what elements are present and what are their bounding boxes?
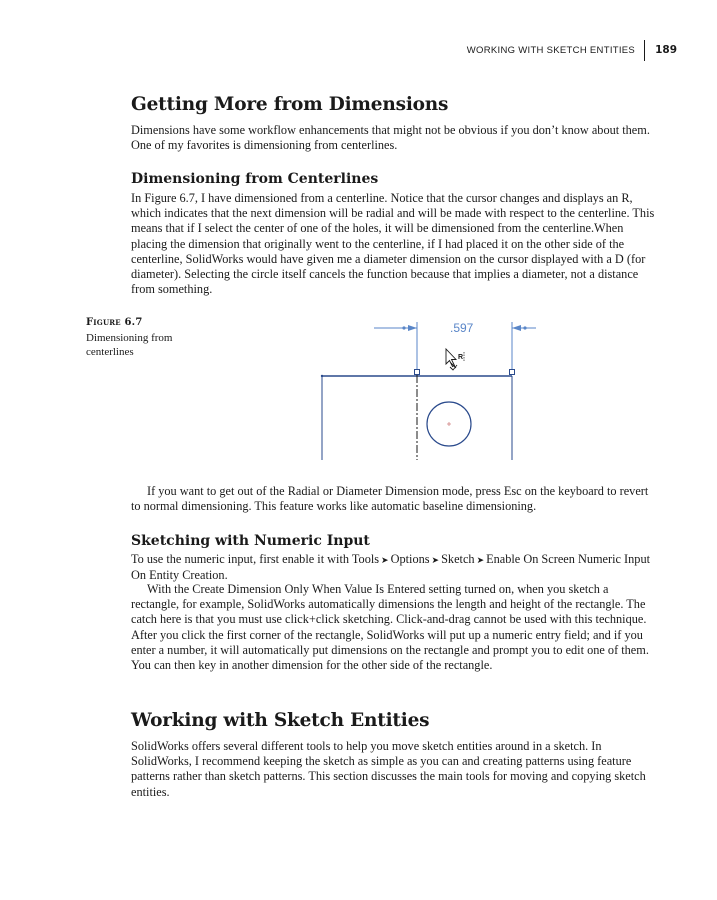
dimension-arrow-right bbox=[512, 325, 521, 331]
figure-caption-text: Dimensioning from centerlines bbox=[86, 331, 173, 358]
sketch-point-centerline bbox=[415, 370, 420, 375]
paragraph-numeric-enable bbox=[131, 552, 656, 583]
paragraph-exit-mode: If you want to get out of the Radial or Diameter Dimension mode, press Esc on the keyboard to revert to normal dimensioning. This feature works like automatic baseline dimensioning. bbox=[131, 484, 649, 514]
page-number: 189 bbox=[655, 44, 677, 56]
sketch-point-right bbox=[510, 370, 515, 375]
dimension-arrow-left bbox=[408, 325, 417, 331]
menu-path-intro: To use the numeric input, first enable it with Tools bbox=[131, 552, 380, 566]
menu-arrow-icon: ➤ bbox=[431, 555, 440, 565]
section-intro-sketch-entities: SolidWorks offers several different tools to help you move sketch entities around in a sketch. In SolidWorks, I recommend keeping the sketch as simple as you can and creating patterns using feature patterns rather than sketch patterns. This section discusses the main tools for moving and copying sketch entities. bbox=[131, 739, 646, 799]
subsection-title-numeric-input: Sketching with Numeric Input bbox=[131, 533, 370, 549]
running-head-section: WORKING WITH SKETCH ENTITIES bbox=[466, 44, 636, 56]
sketch-endpoint-left bbox=[321, 375, 323, 377]
cursor-badge: R bbox=[458, 354, 464, 361]
figure-caption bbox=[86, 316, 196, 360]
menu-path-options: Options bbox=[390, 552, 430, 566]
dimension-tail-left bbox=[402, 326, 405, 329]
cursor-arrow-icon bbox=[446, 349, 457, 370]
circle-center-mark bbox=[447, 422, 451, 426]
section-title-dimensions: Getting More from Dimensions bbox=[131, 94, 449, 115]
menu-arrow-icon: ➤ bbox=[381, 555, 389, 565]
section-intro-dimensions: Dimensions have some workflow enhancements that might not be obvious if you don’t know about them. One of my favorites is dimensioning from centerlines. bbox=[131, 123, 650, 153]
paragraph-numeric-rectangle: With the Create Dimension Only When Value Is Entered setting turned on, when you sketch a rectangle, for example, SolidWorks automatically dimensions the length and height of the rectangle. The catch here is that you must use click+click sketching. Click-and-drag cannot be used with this technique. After you click the first corner of the rectangle, SolidWorks will put up a numeric entry field; and if you enter a number, it will automatically put dimensions on the rectangle and prompt you to edit one of them. You can then key in another dimension for the other side of the rectangle. bbox=[131, 582, 649, 673]
paragraph-centerlines: In Figure 6.7, I have dimensioned from a centerline. Notice that the cursor changes and displays an R, which indicates that the next dimension will be radial and will be made with respect to the centerline. This means that if I select the center of one of the holes, it will be dimensioned from the centerline.When placing the dimension that originally went to the centerline, if I had placed it on the other side of the centerline, SolidWorks would have given me a diameter dimension on the cursor displayed with a D (for diameter). Selecting the circle itself cancels the function because that implies a diameter, not a distance from something. bbox=[131, 191, 655, 297]
menu-path-enable: Enable On Screen Numeric Input On Entity Creation. bbox=[131, 552, 651, 583]
dimension-tail-right bbox=[523, 326, 526, 329]
subsection-title-centerlines: Dimensioning from Centerlines bbox=[131, 171, 379, 187]
dimension-value: .597 bbox=[450, 321, 474, 335]
figure-label: Figure 6.7 bbox=[86, 317, 143, 328]
section-title-sketch-entities: Working with Sketch Entities bbox=[131, 710, 430, 731]
menu-arrow-icon: ➤ bbox=[476, 555, 485, 565]
menu-path-sketch: Sketch bbox=[441, 552, 475, 566]
running-head bbox=[0, 40, 677, 60]
figure-sketch bbox=[300, 312, 550, 462]
